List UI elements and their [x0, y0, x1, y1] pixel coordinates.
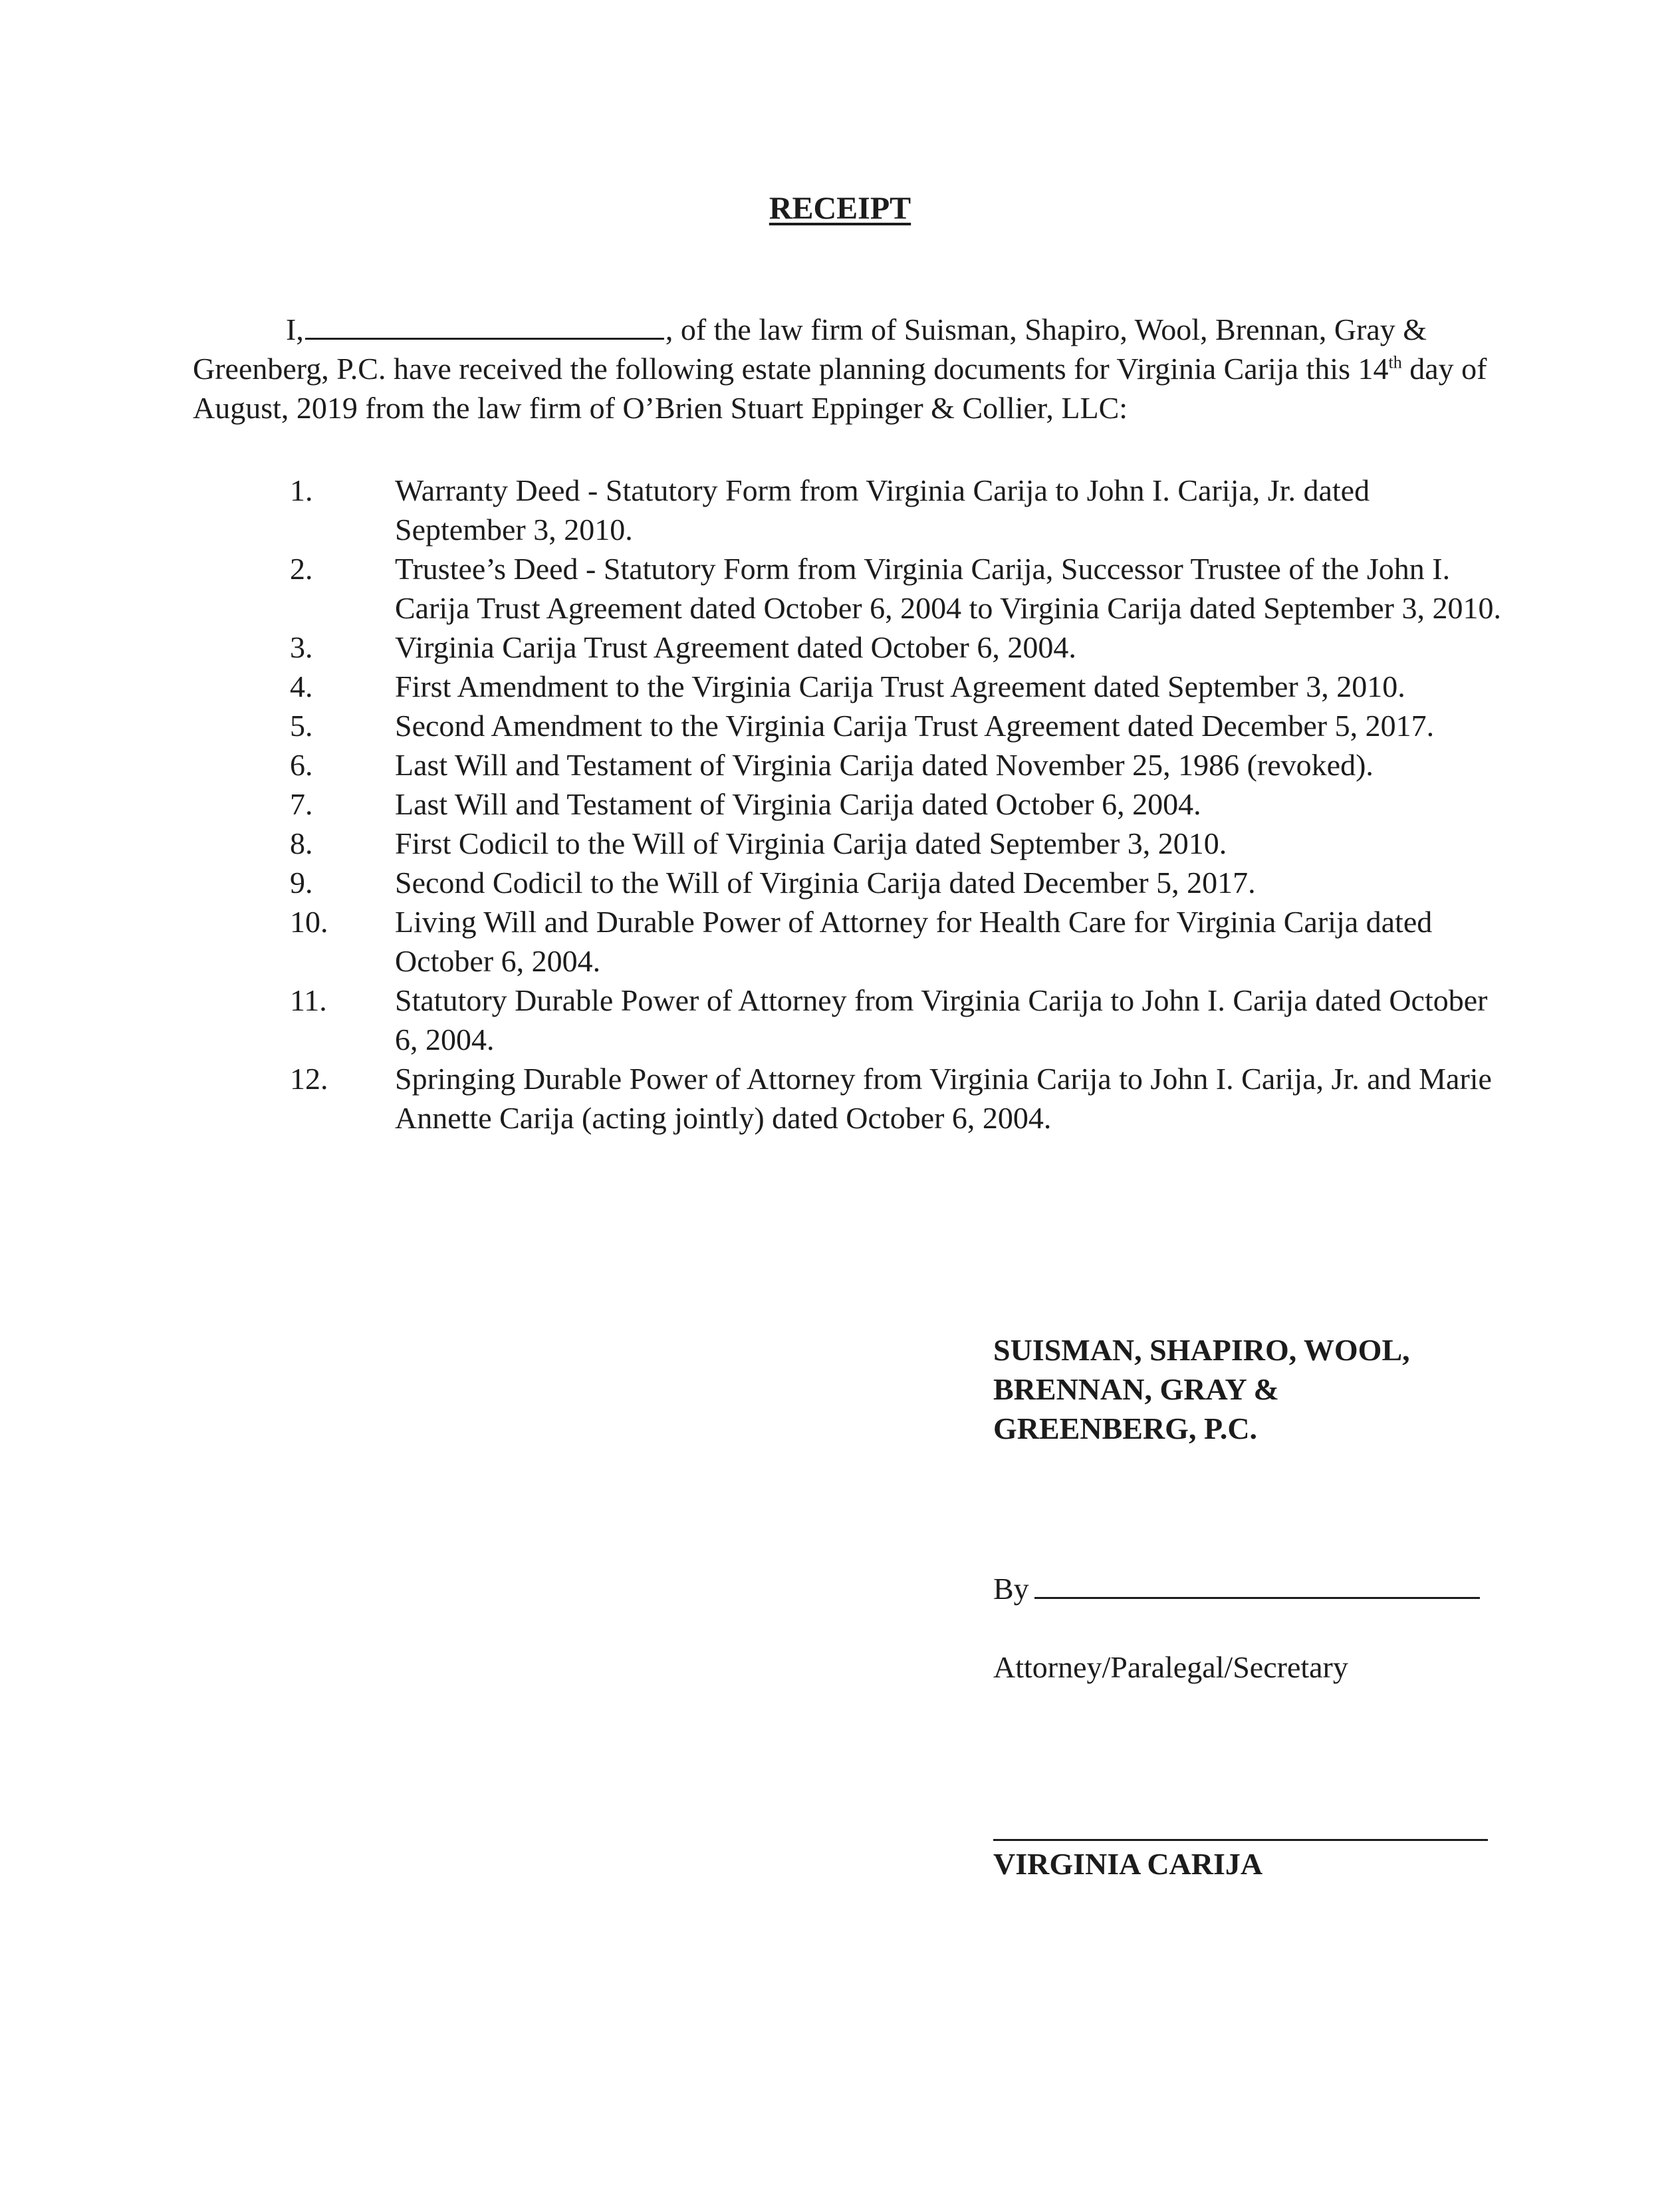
list-item [290, 706, 1506, 745]
document-list [290, 471, 1506, 1138]
by-label: By [993, 1572, 1029, 1606]
item-text: First Amendment to the Virginia Carija Trust Agreement dated September 3, 2010. [395, 670, 1405, 703]
list-item [290, 902, 1506, 981]
item-number: 4. [290, 670, 313, 703]
item-number: 11. [290, 983, 327, 1017]
item-number: 8. [290, 826, 313, 860]
item-text: Springing Durable Power of Attorney from Virginia Carija to John I. Carija, Jr. and Marie Annette Carija (acting jointly) dated October 6, 2004. [395, 1062, 1492, 1135]
signer-role: Attorney/Paralegal/Secretary [993, 1650, 1348, 1684]
intro-body: , of the law firm of Suisman, Shapiro, Wool, Brennan, Gray & Greenberg, P.C. have received the following estate planning documents for Virginia Carija this 14 [193, 312, 1427, 386]
ordinal-suffix: th [1388, 352, 1402, 372]
item-text: Living Will and Durable Power of Attorney for Health Care for Virginia Carija dated October 6, 2004. [395, 905, 1433, 978]
item-number: 12. [290, 1062, 328, 1096]
item-text: Second Amendment to the Virginia Carija Trust Agreement dated December 5, 2017. [395, 709, 1435, 743]
list-item [290, 628, 1506, 667]
list-item [290, 549, 1506, 628]
item-number: 5. [290, 709, 313, 743]
item-number: 7. [290, 787, 313, 821]
page-title: RECEIPT [769, 191, 911, 226]
list-item [290, 1059, 1506, 1138]
item-text: Last Will and Testament of Virginia Carija dated October 6, 2004. [395, 787, 1201, 821]
client-name: VIRGINIA CARIJA [993, 1847, 1263, 1881]
intro-start: I, [286, 312, 304, 346]
list-item [290, 863, 1506, 902]
by-signature-line[interactable] [1034, 1568, 1480, 1599]
item-number: 6. [290, 748, 313, 782]
item-number: 9. [290, 866, 313, 900]
intro-end: day of August, 2019 from the law firm of O’Brien Stuart Eppinger & Collier, LLC: [193, 352, 1487, 425]
item-number: 10. [290, 905, 328, 939]
item-text: First Codicil to the Will of Virginia Carija dated September 3, 2010. [395, 826, 1227, 860]
list-item [290, 981, 1506, 1059]
item-text: Statutory Durable Power of Attorney from Virginia Carija to John I. Carija dated October 6, 2004. [395, 983, 1488, 1056]
item-number: 3. [290, 630, 313, 664]
list-item [290, 785, 1506, 824]
item-text: Trustee’s Deed - Statutory Form from Virginia Carija, Successor Trustee of the John I. Carija Trust Agreement dated October 6, 2004 to Virginia Carija dated September 3, 2010. [395, 552, 1501, 625]
item-text: Last Will and Testament of Virginia Carija dated November 25, 1986 (revoked). [395, 748, 1374, 782]
item-text: Second Codicil to the Will of Virginia Carija dated December 5, 2017. [395, 866, 1256, 900]
recipient-name-blank[interactable] [305, 311, 664, 340]
item-number: 1. [290, 473, 313, 507]
firm-name-line: GREENBERG, P.C. [993, 1411, 1258, 1445]
list-item [290, 745, 1506, 785]
list-item [290, 667, 1506, 706]
list-item [290, 471, 1506, 549]
item-text: Warranty Deed - Statutory Form from Virginia Carija to John I. Carija, Jr. dated September 3, 2010. [395, 473, 1370, 547]
firm-name-line: BRENNAN, GRAY & [993, 1372, 1279, 1406]
intro-paragraph [193, 310, 1493, 427]
firm-signature-block [993, 1330, 1525, 1448]
item-number: 2. [290, 552, 313, 586]
client-signature-line[interactable] [993, 1839, 1488, 1841]
by-signature-row [993, 1568, 1480, 1608]
list-item [290, 824, 1506, 863]
item-text: Virginia Carija Trust Agreement dated October 6, 2004. [395, 630, 1076, 664]
firm-name-line: SUISMAN, SHAPIRO, WOOL, [993, 1333, 1410, 1367]
